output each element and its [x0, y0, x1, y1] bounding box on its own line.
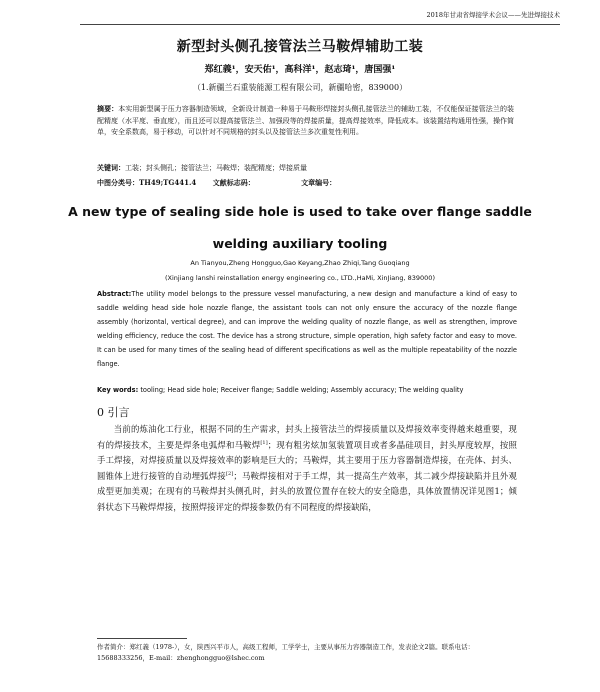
header-rule [80, 24, 560, 25]
keywords-en-text: tooling; Head side hole; Receiver flange; Saddle welding; Assembly accuracy; The welding quality [140, 386, 464, 394]
abstract-en-text: The utility model belongs to the pressure vessel manufacturing, a new design and manufacture a kind of easy to saddle welding head side hole nozzle flange, the assistant tools can not only ensure the accuracy of the nozzle flange assembly (horizontal, vertical degree), and can improve the welding quality of nozzle flange, as well as strengthen, improve welding efficiency, reduce the cost. The device has a strong structure, simple operation, high safety factor and easy to move. It can be used for many times of the sealing head of different specifications as well as the multiple repeatability of the nozzle flange. [97, 290, 517, 368]
body-text-part-2: ；现有粗劣炫加氢装置项目或者多晶硅项目，封头厚度较厚，按照手工焊接，对焊接质量以及焊接效率的影响是巨大的；马鞍焊，其主要用于压力容器制造焊接，在壳体、封头、圆锥体上进行接管的自动埋弧焊接 [97, 439, 517, 481]
keywords-cn-text: 工装；封头侧孔；接管法兰；马鞍焊；装配精度；焊接质量 [125, 164, 307, 172]
article-number: 文章编号： [301, 178, 337, 187]
keywords-en-label: Key words: [97, 386, 139, 394]
author-footnote: 作者简介：郑红義（1978-），女，陕西兴平市人，高级工程师，工学学士，主要从事压力容器制造工作，发表论文2篇。联系电话：15688333256，E-mail：zhenghongguo@lshec.com [97, 643, 475, 662]
body-text-part-3: ；马鞍焊接相对于手工焊，其一提高生产效率，其二减少焊接缺陷并且外观成型更加美观；在现有的马鞍焊封头侧孔时，封头的放置位置存在较大的安全隐患，具体放置情况详见图1；倾斜状态下马鞍焊焊接，按照焊接评定的焊接参数仍有不同程度的焊接缺陷， [97, 470, 517, 512]
abstract-en [97, 288, 517, 371]
section-heading-introduction: 0 引言 [97, 406, 130, 419]
authors-en: An Tianyou,Zheng Hongguo,Gao Keyang,Zhao Zhiqi,Tang Guoqiang [190, 259, 410, 267]
running-header: 2018年甘肃省焊接学术会议——先进焊接技术 [426, 11, 560, 19]
affiliation-cn: （1.新疆兰石重装能源工程有限公司，新疆哈密，839000） [192, 83, 408, 92]
footnote-rule [97, 638, 187, 639]
affiliation-en: (Xinjiang lanshi reinstallation energy engineering co., LTD.,HaMi, XinJiang, 839000) [165, 274, 435, 282]
classification-line [97, 178, 517, 188]
citation-2: [2] [225, 470, 234, 477]
document-code: 文献标志码： [212, 178, 255, 187]
keywords-en [97, 386, 517, 394]
abstract-en-label: Abstract: [97, 290, 132, 298]
body-text-part-1: 当前的炼油化工行业，根据不同的生产需求，封头上接管法兰的焊接质量以及焊接效率变得越来越重要，现有的焊接技术，主要是焊条电弧焊和马鞍焊 [97, 424, 517, 450]
abstract-cn [97, 103, 514, 139]
citation-1: [1] [260, 439, 268, 446]
abstract-cn-text: 本实用新型属于压力容器制造领域，全新设计制造一种易于马鞍形焊接封头侧孔接管法兰的辅助工装，不仅能保证接管法兰的装配精度（水平度、垂直度），而且还可以提高接管法兰、加强段等的焊接质量，提高焊接效率，降低成本。该装置结构通用性强，操作简单，安全系数高，易于移动，可以针对不同规格的封头以及接管法兰多次重复性利用。 [97, 105, 515, 136]
keywords-cn [97, 163, 514, 173]
paper-title-cn: 新型封头侧孔接管法兰马鞍焊辅助工装 [176, 39, 424, 55]
authors-cn: 郑红義¹，安天佑¹，高科洋¹，赵志琦¹，唐国强¹ [204, 65, 396, 75]
keywords-cn-label: 关键词： [97, 163, 125, 172]
paper-title-en: A new type of sealing side hole is used to take over flange saddle welding auxiliary tooling [68, 204, 532, 251]
abstract-cn-label: 摘要： [97, 104, 119, 113]
classification-number: 中图分类号：TH49;TG441.4 [97, 178, 197, 187]
introduction-paragraph [97, 422, 517, 516]
